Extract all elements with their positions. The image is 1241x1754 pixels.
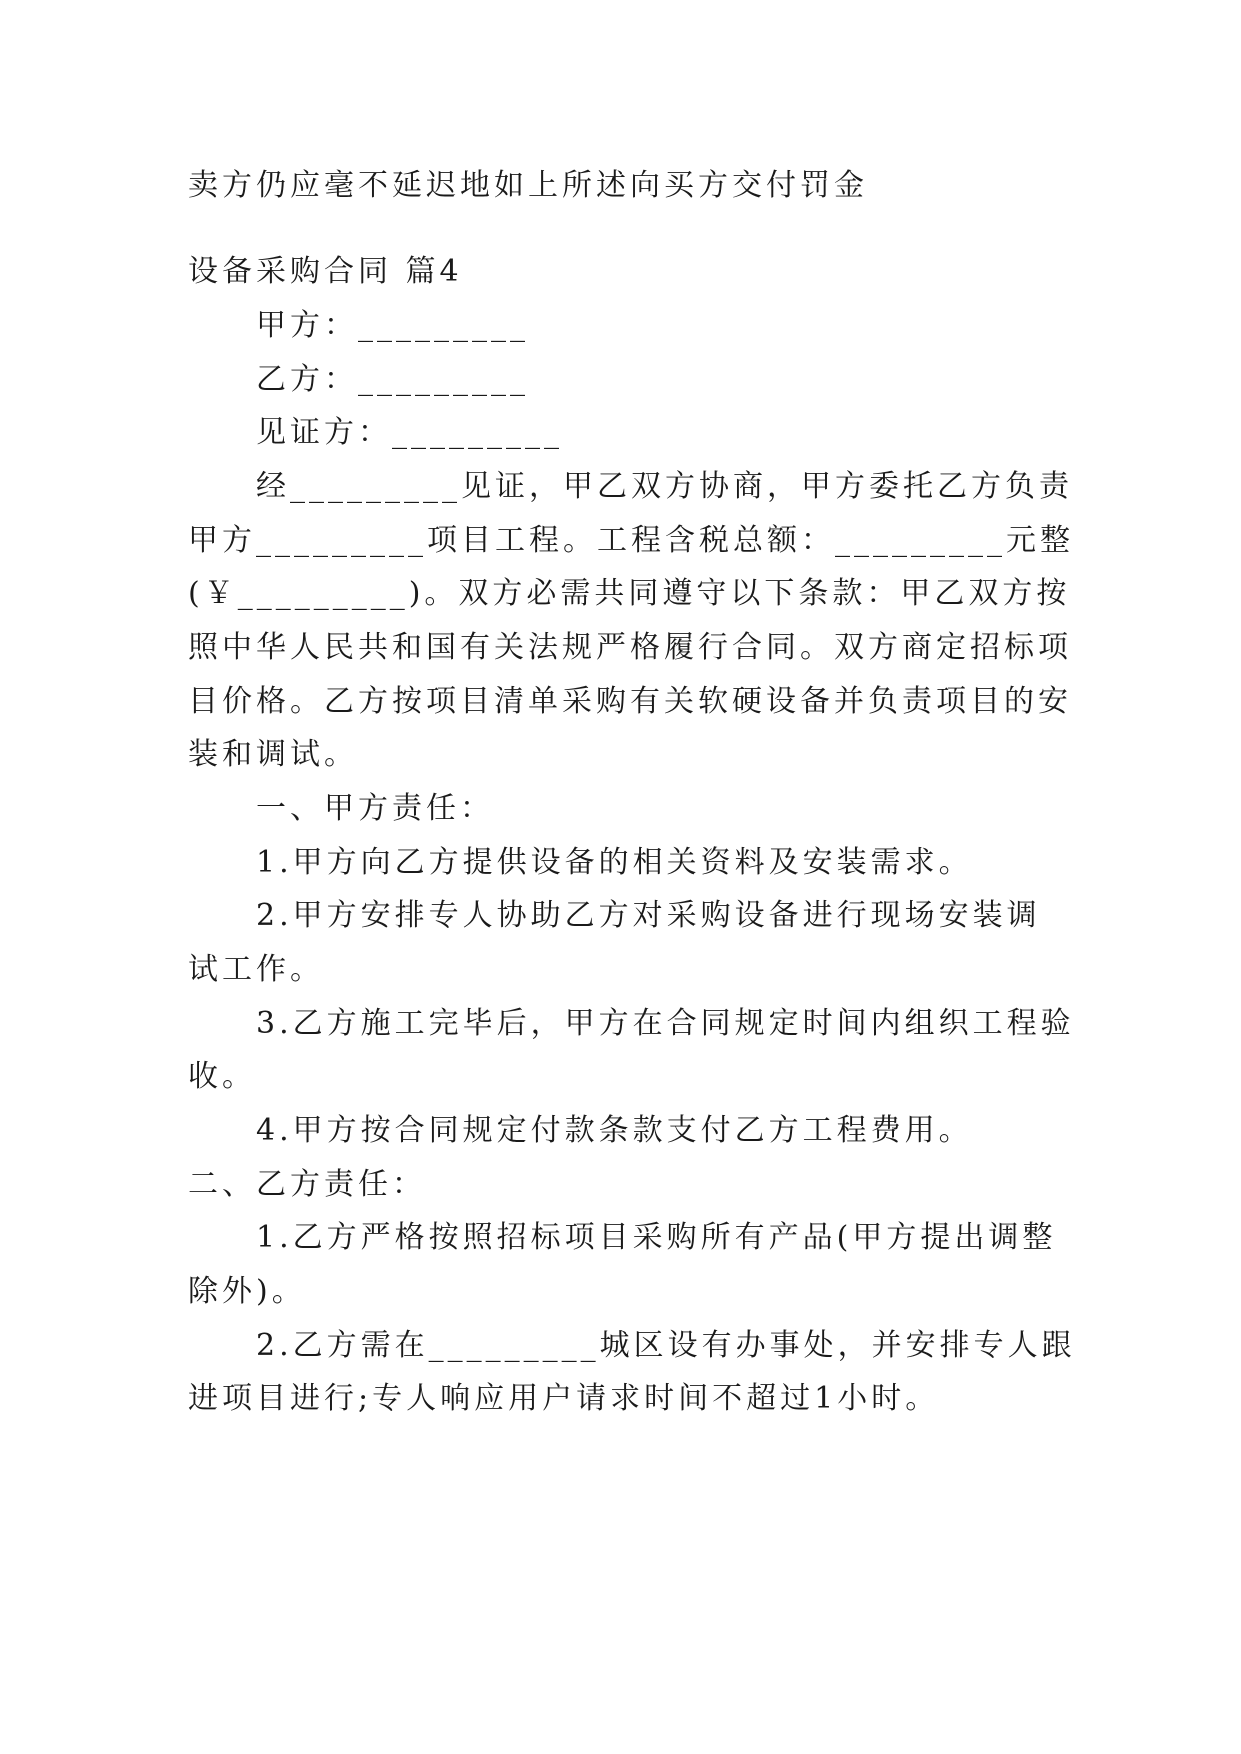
clause-item: 1.乙方严格按照招标项目采购所有产品(甲方提出调整 (256, 1220, 1057, 1255)
clause-item-cont: 收。 (188, 1059, 256, 1094)
text-line: 照中华人民共和国有关法规严格履行合同。双方商定招标项 (188, 630, 1072, 665)
clause-heading: 二、乙方责任： (188, 1167, 426, 1202)
clause-item: 2.甲方安排专人协助乙方对采购设备进行现场安装调 (256, 898, 1041, 933)
clause-item: 3.乙方施工完毕后，甲方在合同规定时间内组织工程验 (256, 1006, 1075, 1041)
clause-item: 4.甲方按合同规定付款条款支付乙方工程费用。 (256, 1113, 973, 1148)
clause-item-cont: 进项目进行;专人响应用户请求时间不超过1小时。 (188, 1381, 940, 1416)
clause-item-cont: 试工作。 (188, 952, 324, 987)
clause-item: 2.乙方需在_________城区设有办事处，并安排专人跟 (256, 1328, 1076, 1363)
text-line: 经_________见证，甲乙双方协商，甲方委托乙方负责 (256, 469, 1073, 504)
clause-item-cont: 除外)。 (188, 1274, 306, 1309)
text-line: 卖方仍应毫不延迟地如上所述向买方交付罚金 (188, 168, 868, 203)
section-title: 设备采购合同 篇4 (188, 254, 463, 289)
party-a-line: 甲方：_________ (256, 308, 529, 343)
party-b-line: 乙方：_________ (256, 362, 529, 397)
text-line: 目价格。乙方按项目清单采购有关软硬设备并负责项目的安 (188, 684, 1072, 719)
clause-heading: 一、甲方责任： (256, 791, 494, 826)
text-line: (￥_________)。双方必需共同遵守以下条款：甲乙双方按 (188, 576, 1071, 611)
text-line: 甲方_________项目工程。工程含税总额：_________元整 (188, 523, 1074, 558)
witness-line: 见证方：_________ (256, 415, 563, 450)
clause-item: 1.甲方向乙方提供设备的相关资料及安装需求。 (256, 845, 973, 880)
text-line: 装和调试。 (188, 737, 358, 772)
